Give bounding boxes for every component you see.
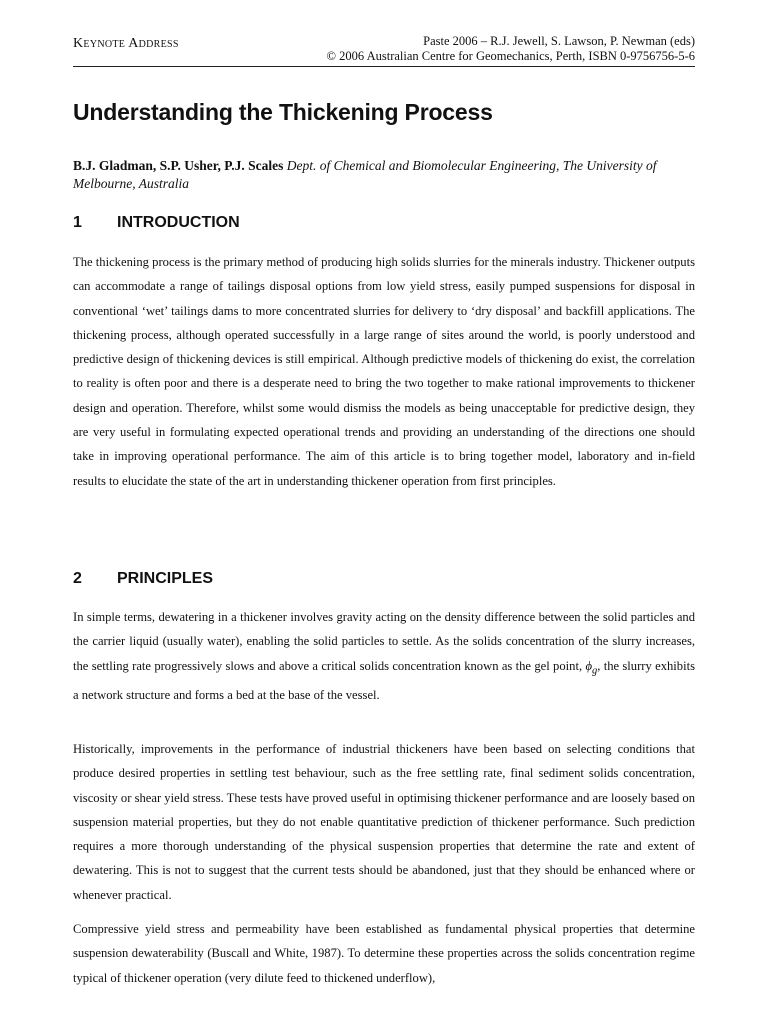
section-number: 1 [73, 214, 82, 231]
header-copyright-line: © 2006 Australian Centre for Geomechanics, Perth, ISBN 0-9756756-5-6 [326, 49, 695, 63]
author-block [73, 157, 696, 193]
introduction-paragraph: The thickening process is the primary method of producing high solids slurries for the minerals industry. Thickener outputs can accommodate a range of tailings disposal options from low yield stress, easily pumped suspensions for disposal in conventional ‘wet’ tailings dams to more concentrated slurries for delivery to ‘dry disposal’ and backfill applications. The thickening process, although operated successfully in a large range of sites around the world, is poorly understood and predictive design of thickening devices is still empirical. Although predictive models of thickening do exist, the correlation to reality is often poor and there is a desperate need to bring the two together to make rational improvements to thickener design and operation. Therefore, whilst some would dismiss the models as being unacceptable for predictive design, they are very useful in formulating expected operational trends and providing an understanding of the directions one should take in improving operational performance. The aim of this article is to bring together model, laboratory and in-field results to elucidate the state of the art in understanding thickener operation from first principles. [73, 255, 695, 488]
header-rule [73, 66, 695, 67]
section-title: PRINCIPLES [117, 570, 214, 587]
gel-point-subscript: g [591, 665, 598, 677]
author-affiliation: Dept. of Chemical and Biomolecular Engineering, The University of Melbourne, Australia [73, 158, 657, 191]
header-proceedings-line: Paste 2006 – R.J. Jewell, S. Lawson, P. Newman (eds) [423, 34, 695, 48]
principles-paragraph-3: Compressive yield stress and permeability have been established as fundamental physical properties that determine suspension dewaterability (Buscall and White, 1987). To determine these properties across the solids concentration regime typical of thickener operation (very dilute feed to thickened underflow), [73, 922, 695, 985]
section-heading-principles [73, 570, 213, 588]
principles-paragraph-2: Historically, improvements in the performance of industrial thickeners have been based on selecting conditions that produce desired properties in settling test behaviour, such as the free settling rate, final sediment solids concentration, viscosity or shear yield stress. These tests have proved useful in optimising thickener performance and are loosely based on suspension material properties, but they do not enable quantitative prediction of thickener performance. Such prediction requires a more thorough understanding of the physical suspension properties that determine the rate and extent of dewatering. This is not to suggest that the current tests should be abandoned, just that they should be enhanced where or whenever practical. [73, 742, 695, 902]
paper-title: Understanding the Thickening Process [73, 99, 493, 125]
author-names: B.J. Gladman, S.P. Usher, P.J. Scales [73, 158, 284, 173]
principles-paragraph-1 [73, 605, 695, 708]
section-heading-introduction [73, 214, 240, 232]
section-title: INTRODUCTION [117, 214, 240, 231]
paragraph-text: , the slurry exhibits a network structure and forms a bed at the base of the vessel. [73, 658, 695, 703]
header-publication-info [327, 34, 695, 64]
header-keynote-label: Keynote Address [73, 36, 179, 51]
gel-point-symbol: ϕ [585, 658, 592, 673]
paragraph-text: In simple terms, dewatering in a thickener involves gravity acting on the density difference between the solid particles and the carrier liquid (usually water), enabling the solid particles to settle. As the solids concentration of the slurry increases, the settling rate progressively slows and above a critical solids concentration known as the gel point, [73, 610, 695, 673]
section-number: 2 [73, 570, 82, 587]
